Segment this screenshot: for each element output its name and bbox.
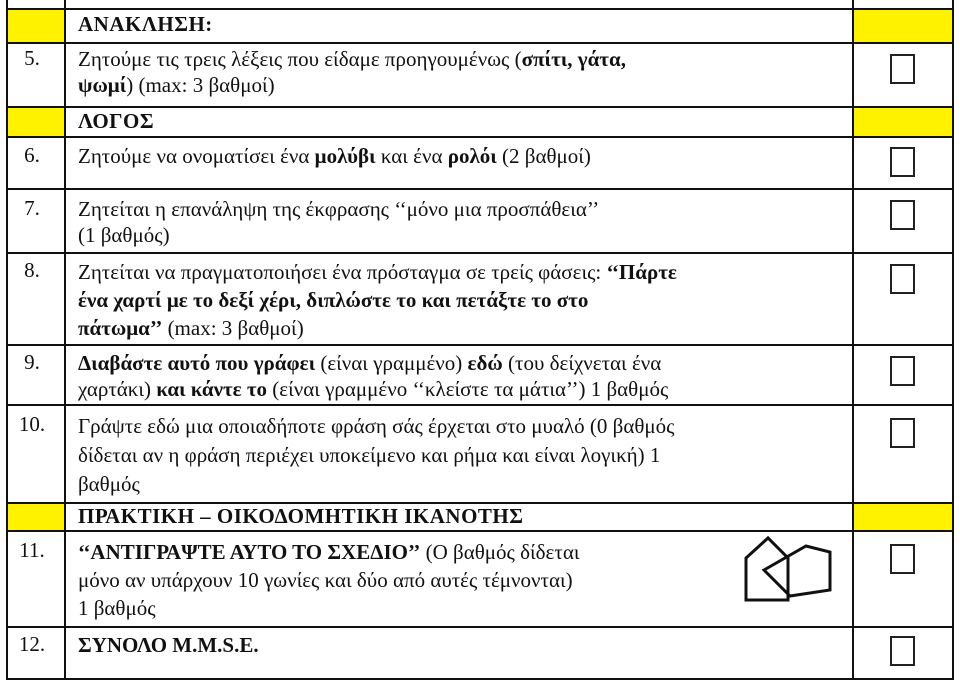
highlight-recall-left bbox=[6, 8, 65, 42]
item-keyword: εδώ bbox=[467, 351, 503, 375]
item-text-line: 1 βαθμός bbox=[78, 596, 156, 620]
rule-h bbox=[6, 404, 954, 406]
item-text-part: (2 βαθμοί) bbox=[496, 144, 591, 168]
item-number: 8. bbox=[24, 258, 40, 282]
item-number: 10. bbox=[18, 412, 46, 436]
item-9-checkbox[interactable] bbox=[890, 356, 915, 386]
item-number: 11. bbox=[19, 538, 45, 562]
item-6-text bbox=[78, 143, 848, 169]
item-keyword: Διαβάστε αυτό που γράφει bbox=[78, 351, 316, 375]
rule-num bbox=[64, 0, 66, 680]
item-7-checkbox[interactable] bbox=[890, 200, 915, 230]
item-keyword: σπίτι, γάτα, bbox=[521, 47, 626, 71]
rule-h bbox=[6, 188, 954, 190]
item-7-text bbox=[78, 196, 848, 248]
highlight-recall-right bbox=[853, 8, 953, 42]
item-keyword: ‘‘ΑΝΤΙΓΡΑΨΤΕ ΑΥΤΟ ΤΟ ΣΧΕΔΙΟ’’ bbox=[78, 540, 421, 564]
rule-h bbox=[6, 626, 954, 628]
highlight-construction-left bbox=[6, 502, 65, 530]
item-text-part: (είναι γραμμένο ‘‘κλείστε τα μάτια’’) 1 βαθμός bbox=[267, 377, 669, 401]
item-keyword: ένα χαρτί με το δεξί χέρι, διπλώστε το και πετάξτε το στο bbox=[78, 288, 589, 312]
item-keyword: ψωμί bbox=[78, 73, 127, 97]
item-10-text bbox=[78, 412, 848, 499]
rule-h bbox=[6, 136, 954, 138]
item-11-checkbox[interactable] bbox=[890, 544, 915, 574]
item-keyword: ‘‘Πάρτε bbox=[606, 260, 677, 284]
item-number: 5. bbox=[24, 46, 40, 70]
item-keyword: και κάντε το bbox=[156, 377, 268, 401]
intersecting-pentagons-figure bbox=[740, 532, 840, 608]
rule-h bbox=[6, 678, 954, 680]
section-construction-header: ΠΡΑΚΤΙΚΗ – ΟΙΚΟΔΟΜΗΤΙΚΗ ΙΚΑΝΟΤΗΣ bbox=[78, 504, 524, 528]
item-text-line: δίδεται αν η φράση περιέχει υποκείμενο και ρήμα και είναι λογική) 1 bbox=[78, 443, 661, 467]
item-text-line: Ζητείται η επανάληψη της έκφρασης ‘‘μόνο μια προσπάθεια’’ bbox=[78, 197, 600, 221]
item-text-line: (1 βαθμός) bbox=[78, 223, 170, 247]
item-10-checkbox[interactable] bbox=[890, 418, 915, 448]
item-9-text bbox=[78, 350, 848, 402]
item-text-part: (του δείχνεται ένα bbox=[502, 351, 662, 375]
rule-h bbox=[6, 42, 954, 44]
item-12-text: ΣΥΝΟΛΟ Μ.Μ.S.Ε. bbox=[78, 633, 259, 657]
item-text-part: Ζητούμε τις τρεις λέξεις που είδαμε προηγουμένως ( bbox=[78, 47, 522, 71]
item-keyword: μολύβι bbox=[314, 144, 376, 168]
item-8-checkbox[interactable] bbox=[890, 264, 915, 294]
section-recall-header: ΑΝΑΚΛΗΣΗ: bbox=[78, 12, 213, 36]
section-language-header: ΛΟΓΟΣ bbox=[78, 109, 155, 133]
item-text-part: Ζητούμε να ονοματίσει ένα bbox=[78, 144, 315, 168]
item-5-text bbox=[78, 46, 848, 98]
item-text-part: (Ο βαθμός δίδεται bbox=[420, 540, 580, 564]
item-5-checkbox[interactable] bbox=[890, 54, 915, 84]
item-text-line: μόνο αν υπάρχουν 10 γωνίες και δύο από αυτές τέμνονται) bbox=[78, 568, 573, 592]
item-text-part: Ζητείται να πραγματοποιήσει ένα πρόσταγμα σε τρείς φάσεις: bbox=[78, 260, 607, 284]
highlight-construction-right bbox=[853, 502, 953, 530]
item-number: 12. bbox=[18, 632, 46, 656]
highlight-language-right bbox=[853, 106, 953, 136]
item-text-line: Γράψτε εδώ μια οποιαδήποτε φράση σάς έρχεται στο μυαλό (0 βαθμός bbox=[78, 414, 675, 438]
rule-h bbox=[6, 252, 954, 254]
rule-left bbox=[6, 0, 8, 680]
item-text-part: χαρτάκι) bbox=[78, 377, 157, 401]
item-11-text bbox=[78, 538, 738, 622]
item-12-checkbox[interactable] bbox=[890, 636, 915, 666]
item-text-part: ) (max: 3 βαθμοί) bbox=[126, 73, 275, 97]
item-8-text bbox=[78, 258, 848, 342]
item-text-line: βαθμός bbox=[78, 472, 140, 496]
item-number: 9. bbox=[24, 350, 40, 374]
item-number: 7. bbox=[24, 196, 40, 220]
item-text-part: (max: 3 βαθμοί) bbox=[162, 316, 304, 340]
item-6-checkbox[interactable] bbox=[890, 147, 915, 177]
item-number: 6. bbox=[24, 143, 40, 167]
item-keyword: πάτωμα’’ bbox=[78, 316, 163, 340]
rule-score bbox=[852, 0, 854, 680]
rule-right bbox=[952, 0, 954, 680]
rule-h bbox=[6, 344, 954, 346]
rule-h bbox=[6, 8, 954, 10]
item-text-part: και ένα bbox=[375, 144, 448, 168]
item-text-part: (είναι γραμμένο) bbox=[315, 351, 468, 375]
highlight-language-left bbox=[6, 106, 65, 136]
item-keyword: ρολόι bbox=[447, 144, 497, 168]
